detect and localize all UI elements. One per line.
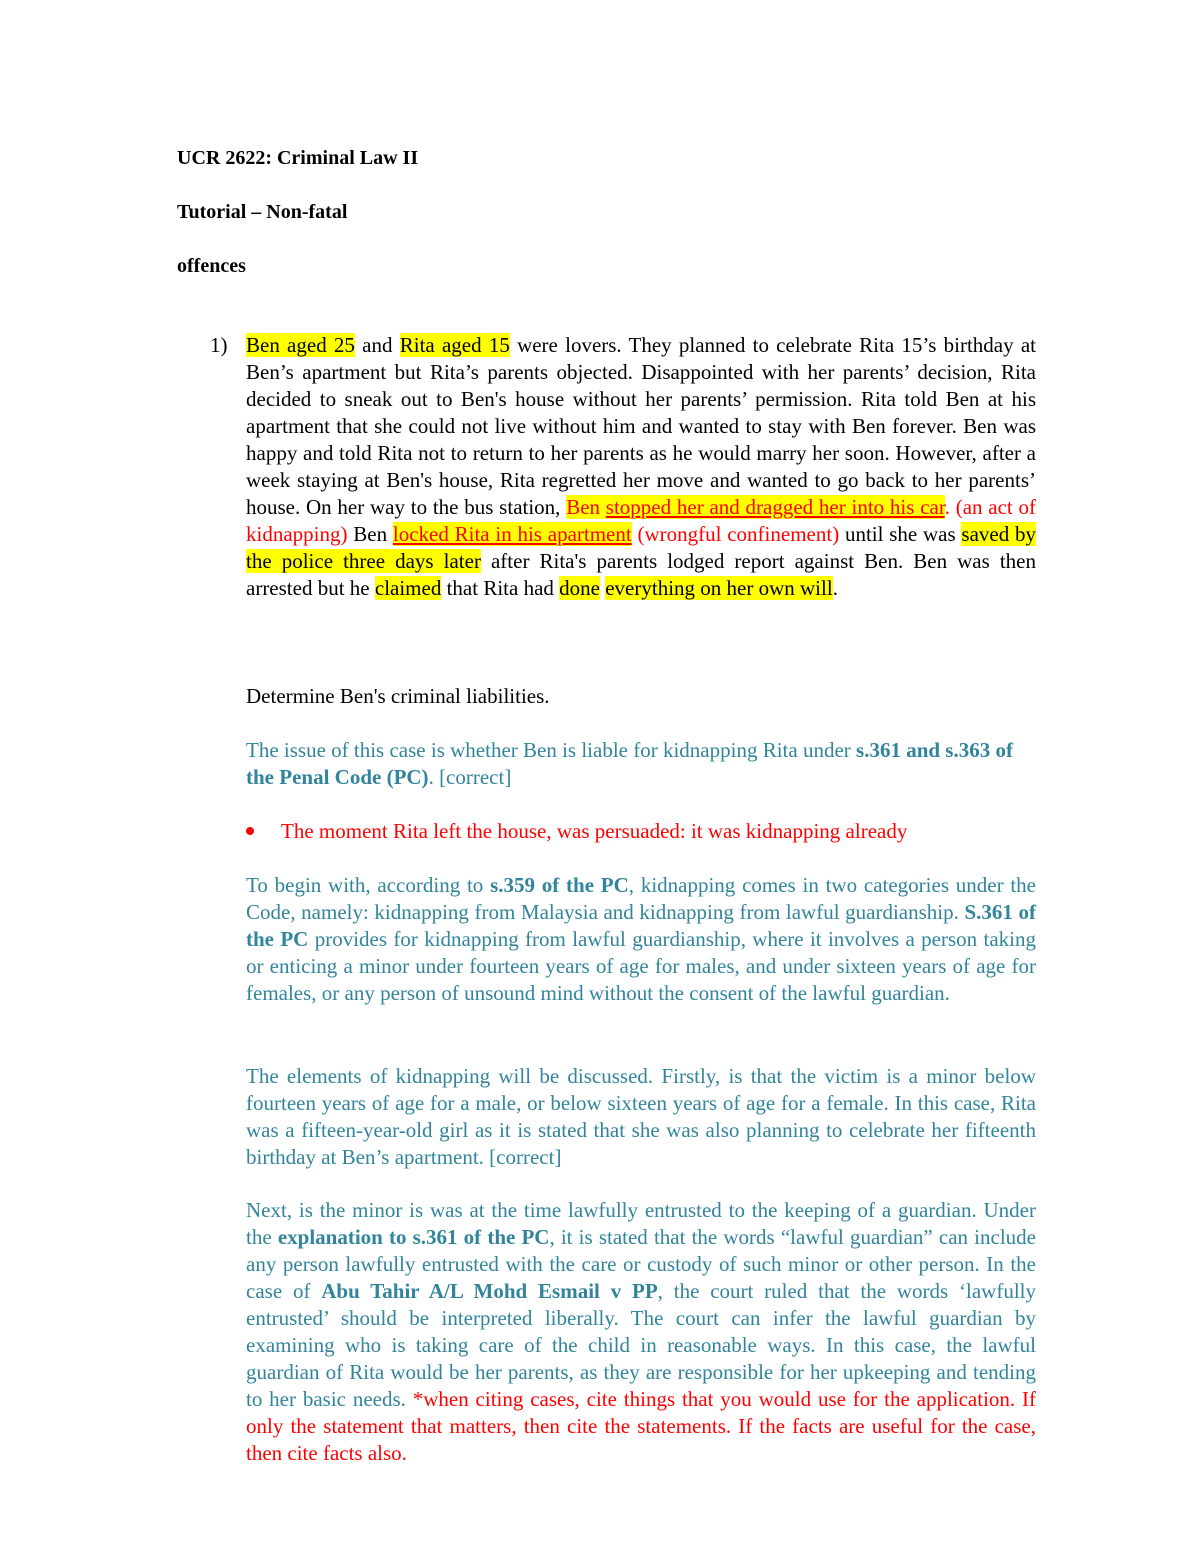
facts-space xyxy=(600,495,606,519)
course-title: UCR 2622: Criminal Law II xyxy=(177,147,419,169)
offences-title: offences xyxy=(177,255,246,277)
highlight-locked: locked Rita in his apartment xyxy=(392,522,632,546)
answer-paragraph-4 xyxy=(246,1197,1036,1467)
highlight-rita-age: Rita aged 15 xyxy=(399,333,510,357)
para4-text: , the court ruled that the words ‘lawfully entrusted’ should be interpreted liberally. The court can infer the lawful guardian by examining who is taking care of the child in reasonable ways. In this case, the lawful guardian of Rita would be her parents, as they are responsible for her upkeeping and tending to her basic needs. xyxy=(246,1279,1036,1411)
para4-comment: *when citing cases, cite things that you would use for the application. If only the statement that matters, then cite the statements. If the facts are useful for the case, then cite facts also. xyxy=(246,1387,1036,1465)
answer-issue xyxy=(246,737,1038,791)
question-number: 1) xyxy=(210,333,228,357)
para4-text: , it is stated that the words “lawful guardian” can include any person lawfully entrusted with the care or custody of such minor or other person. In the case of xyxy=(246,1225,1036,1303)
bullet-dot-icon xyxy=(246,827,254,835)
facts-text: that Rita had xyxy=(441,576,560,600)
para2-text: , kidnapping comes in two categories under the Code, namely: kidnapping from Malaysia and kidnapping from lawful guardianship. xyxy=(246,873,1036,924)
highlight-done: done xyxy=(559,576,600,600)
highlight-claimed: claimed xyxy=(374,576,442,600)
bullet-text: The moment Rita left the house, was persuaded: it was kidnapping already xyxy=(281,819,908,843)
highlight-ben-red: Ben xyxy=(566,495,601,519)
comment-bullet xyxy=(246,818,907,845)
highlight-stopped: stopped her and dragged her into his car xyxy=(605,495,945,519)
highlight-everything: everything on her own will xyxy=(605,576,833,600)
facts-text: until she was xyxy=(839,522,962,546)
facts-text: were lovers. They planned to celebrate Rita 15’s birthday at Ben’s apartment but Rita’s parents objected. Disappointed with her parents’ decision, Rita decided to sneak out to Ben's house without her parents’ permission. Rita told Ben at his apartment that she could not live without him and wanted to stay with Ben forever. Ben was happy and told Rita not to return to her parents as he would marry her soon. However, after a week staying at Ben's house, Rita regretted her move and wanted to go back to her parents’ house. On her way to the bus station, xyxy=(246,333,1037,519)
para4-statute: explanation to s.361 of the PC xyxy=(277,1225,550,1249)
facts-text: and xyxy=(354,333,400,357)
para2-text: To begin with, according to xyxy=(246,873,491,897)
question-task: Determine Ben's criminal liabilities. xyxy=(246,684,550,708)
issue-statute: s.361 and s.363 of the Penal Code (PC) xyxy=(246,738,1013,789)
highlight-saved: saved by the police three days later xyxy=(246,522,1037,573)
para4-text: Next, is the minor is was at the time lawfully entrusted to the keeping of a guardian. Under the xyxy=(246,1198,1036,1249)
highlight-ben-age: Ben aged 25 xyxy=(246,333,355,357)
facts-text: after Rita's parents lodged report against Ben. Ben was then arrested but he xyxy=(246,549,1036,600)
issue-text: The issue of this case is whether Ben is liable for kidnapping Rita under xyxy=(246,738,857,762)
confinement-note: (wrongful confinement) xyxy=(631,522,840,546)
issue-text: . [correct] xyxy=(428,765,512,789)
answer-paragraph-3: The elements of kidnapping will be discussed. Firstly, is that the victim is a minor below fourteen years of age for a male, or below sixteen years of age for a female. In this case, Rita was a fifteen-year-old girl as it is stated that she was also planning to celebrate her fifteenth birthday at Ben’s apartment. [correct] xyxy=(246,1064,1036,1169)
para2-statute: S.361 of the PC xyxy=(246,900,1036,951)
kidnapping-note: . (an act of kidnapping) xyxy=(246,495,1036,546)
para4-case-name: Abu Tahir A/L Mohd Esmail v PP xyxy=(321,1279,658,1303)
answer-paragraph-2 xyxy=(246,872,1036,1007)
para2-text: provides for kidnapping from lawful guardianship, where it involves a person taking or enticing a minor under fourteen years of age for males, and under sixteen years of age for females, or any person of unsound mind without the consent of the lawful guardian. xyxy=(246,927,1036,1005)
tutorial-title: Tutorial – Non-fatal xyxy=(177,201,348,223)
facts-end: . xyxy=(832,576,838,600)
facts-text: Ben xyxy=(347,522,393,546)
para2-statute: s.359 of the PC xyxy=(490,873,629,897)
question-facts xyxy=(246,332,1036,602)
